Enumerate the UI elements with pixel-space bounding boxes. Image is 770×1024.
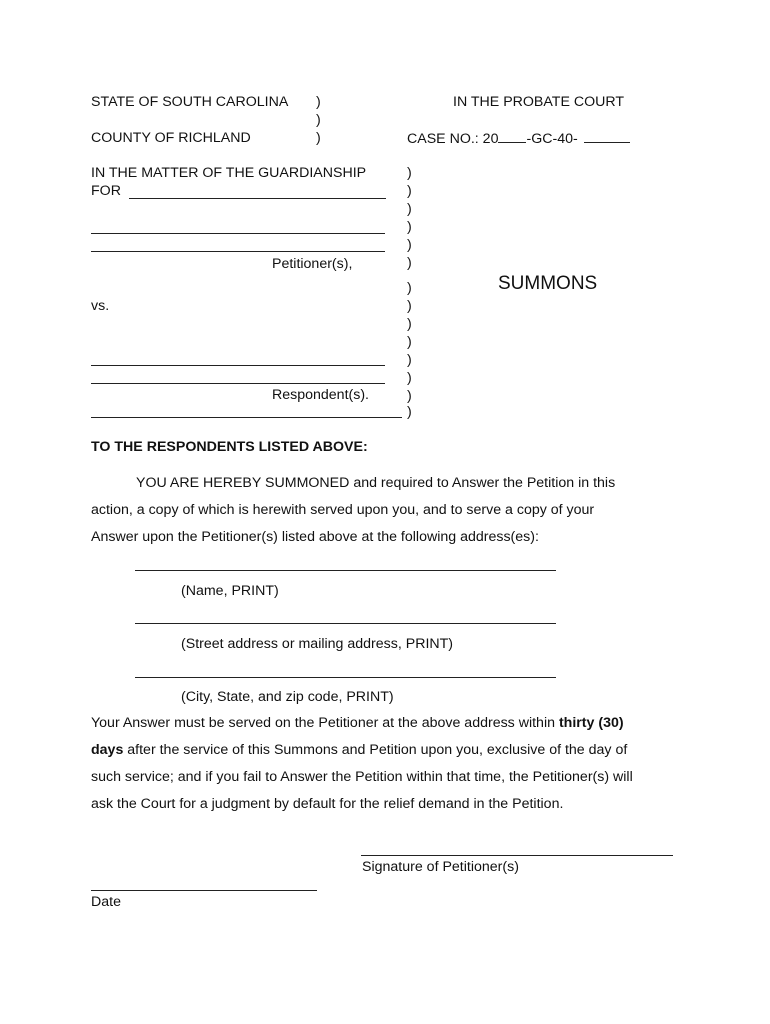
case-prefix: CASE NO.: 20 xyxy=(407,131,499,147)
street-input-line[interactable] xyxy=(135,623,556,624)
paragraph-line xyxy=(91,737,681,764)
caption-paren: ) xyxy=(407,237,412,253)
court-label: IN THE PROBATE COURT xyxy=(453,94,625,110)
date-input-line[interactable] xyxy=(91,890,317,891)
matter-heading: IN THE MATTER OF THE GUARDIANSHIP xyxy=(91,165,367,181)
name-field-label: (Name, PRINT) xyxy=(181,583,279,599)
state-label: STATE OF SOUTH CAROLINA xyxy=(91,94,289,110)
respondent-name-line[interactable] xyxy=(91,365,385,366)
document-title: SUMMONS xyxy=(498,273,598,294)
caption-paren: ) xyxy=(407,334,412,350)
caption-paren: ) xyxy=(407,219,412,235)
paragraph-text: Your Answer must be served on the Petitioner at the above address within xyxy=(91,715,559,731)
guardianship-name-line[interactable] xyxy=(129,198,386,199)
petitioner-name-line[interactable] xyxy=(91,251,385,252)
caption-paren: ) xyxy=(316,94,321,110)
case-number xyxy=(407,129,630,148)
paragraph-line: YOU ARE HEREBY SUMMONED and required to Answer the Petition in this xyxy=(136,475,616,491)
paragraph-text: after the service of this Summons and Petition upon you, exclusive of the day of xyxy=(123,742,628,758)
caption-paren: ) xyxy=(407,316,412,332)
caption-paren: ) xyxy=(407,404,412,420)
paragraph-line: action, a copy of which is herewith served upon you, and to serve a copy of your xyxy=(91,502,595,518)
caption-paren: ) xyxy=(407,352,412,368)
name-input-line[interactable] xyxy=(135,570,556,571)
caption-paren: ) xyxy=(407,255,412,271)
street-field-label: (Street address or mailing address, PRINT) xyxy=(181,636,454,652)
versus-label: vs. xyxy=(91,298,110,314)
paragraph-line: Answer upon the Petitioner(s) listed above at the following address(es): xyxy=(91,529,539,545)
caption-paren: ) xyxy=(407,388,412,404)
caption-paren: ) xyxy=(407,280,412,296)
caption-paren: ) xyxy=(316,112,321,128)
answer-deadline-paragraph xyxy=(91,710,681,818)
caption-bottom-line xyxy=(91,417,402,418)
respondent-name-line[interactable] xyxy=(91,383,385,384)
deadline-emphasis: days xyxy=(91,742,124,758)
caption-paren: ) xyxy=(407,183,412,199)
caption-paren: ) xyxy=(407,201,412,217)
paragraph-line: ask the Court for a judgment by default for the relief demand in the Petition. xyxy=(91,796,564,812)
petitioner-name-line[interactable] xyxy=(91,233,385,234)
caption-paren: ) xyxy=(407,298,412,314)
respondents-label: Respondent(s). xyxy=(272,387,369,403)
caption-paren: ) xyxy=(407,165,412,181)
respondents-heading: TO THE RESPONDENTS LISTED ABOVE: xyxy=(91,439,368,455)
case-mid: -GC-40- xyxy=(526,131,578,147)
matter-for: FOR xyxy=(91,183,121,199)
city-field-label: (City, State, and zip code, PRINT) xyxy=(181,689,394,705)
date-label: Date xyxy=(91,894,121,910)
deadline-emphasis: thirty (30) xyxy=(558,715,624,731)
petitioners-label: Petitioner(s), xyxy=(272,256,353,272)
summons-paragraph xyxy=(91,470,681,551)
caption-paren: ) xyxy=(407,370,412,386)
county-label: COUNTY OF RICHLAND xyxy=(91,130,251,146)
case-year-blank[interactable] xyxy=(498,129,526,143)
paragraph-line: such service; and if you fail to Answer the Petition within that time, the Petitioner(s) will xyxy=(91,769,633,785)
petitioner-signature-line[interactable] xyxy=(361,855,673,856)
paragraph-line xyxy=(91,710,681,737)
city-input-line[interactable] xyxy=(135,677,556,678)
caption-paren: ) xyxy=(316,130,321,146)
case-number-blank[interactable] xyxy=(584,129,630,143)
signature-label: Signature of Petitioner(s) xyxy=(362,859,519,875)
